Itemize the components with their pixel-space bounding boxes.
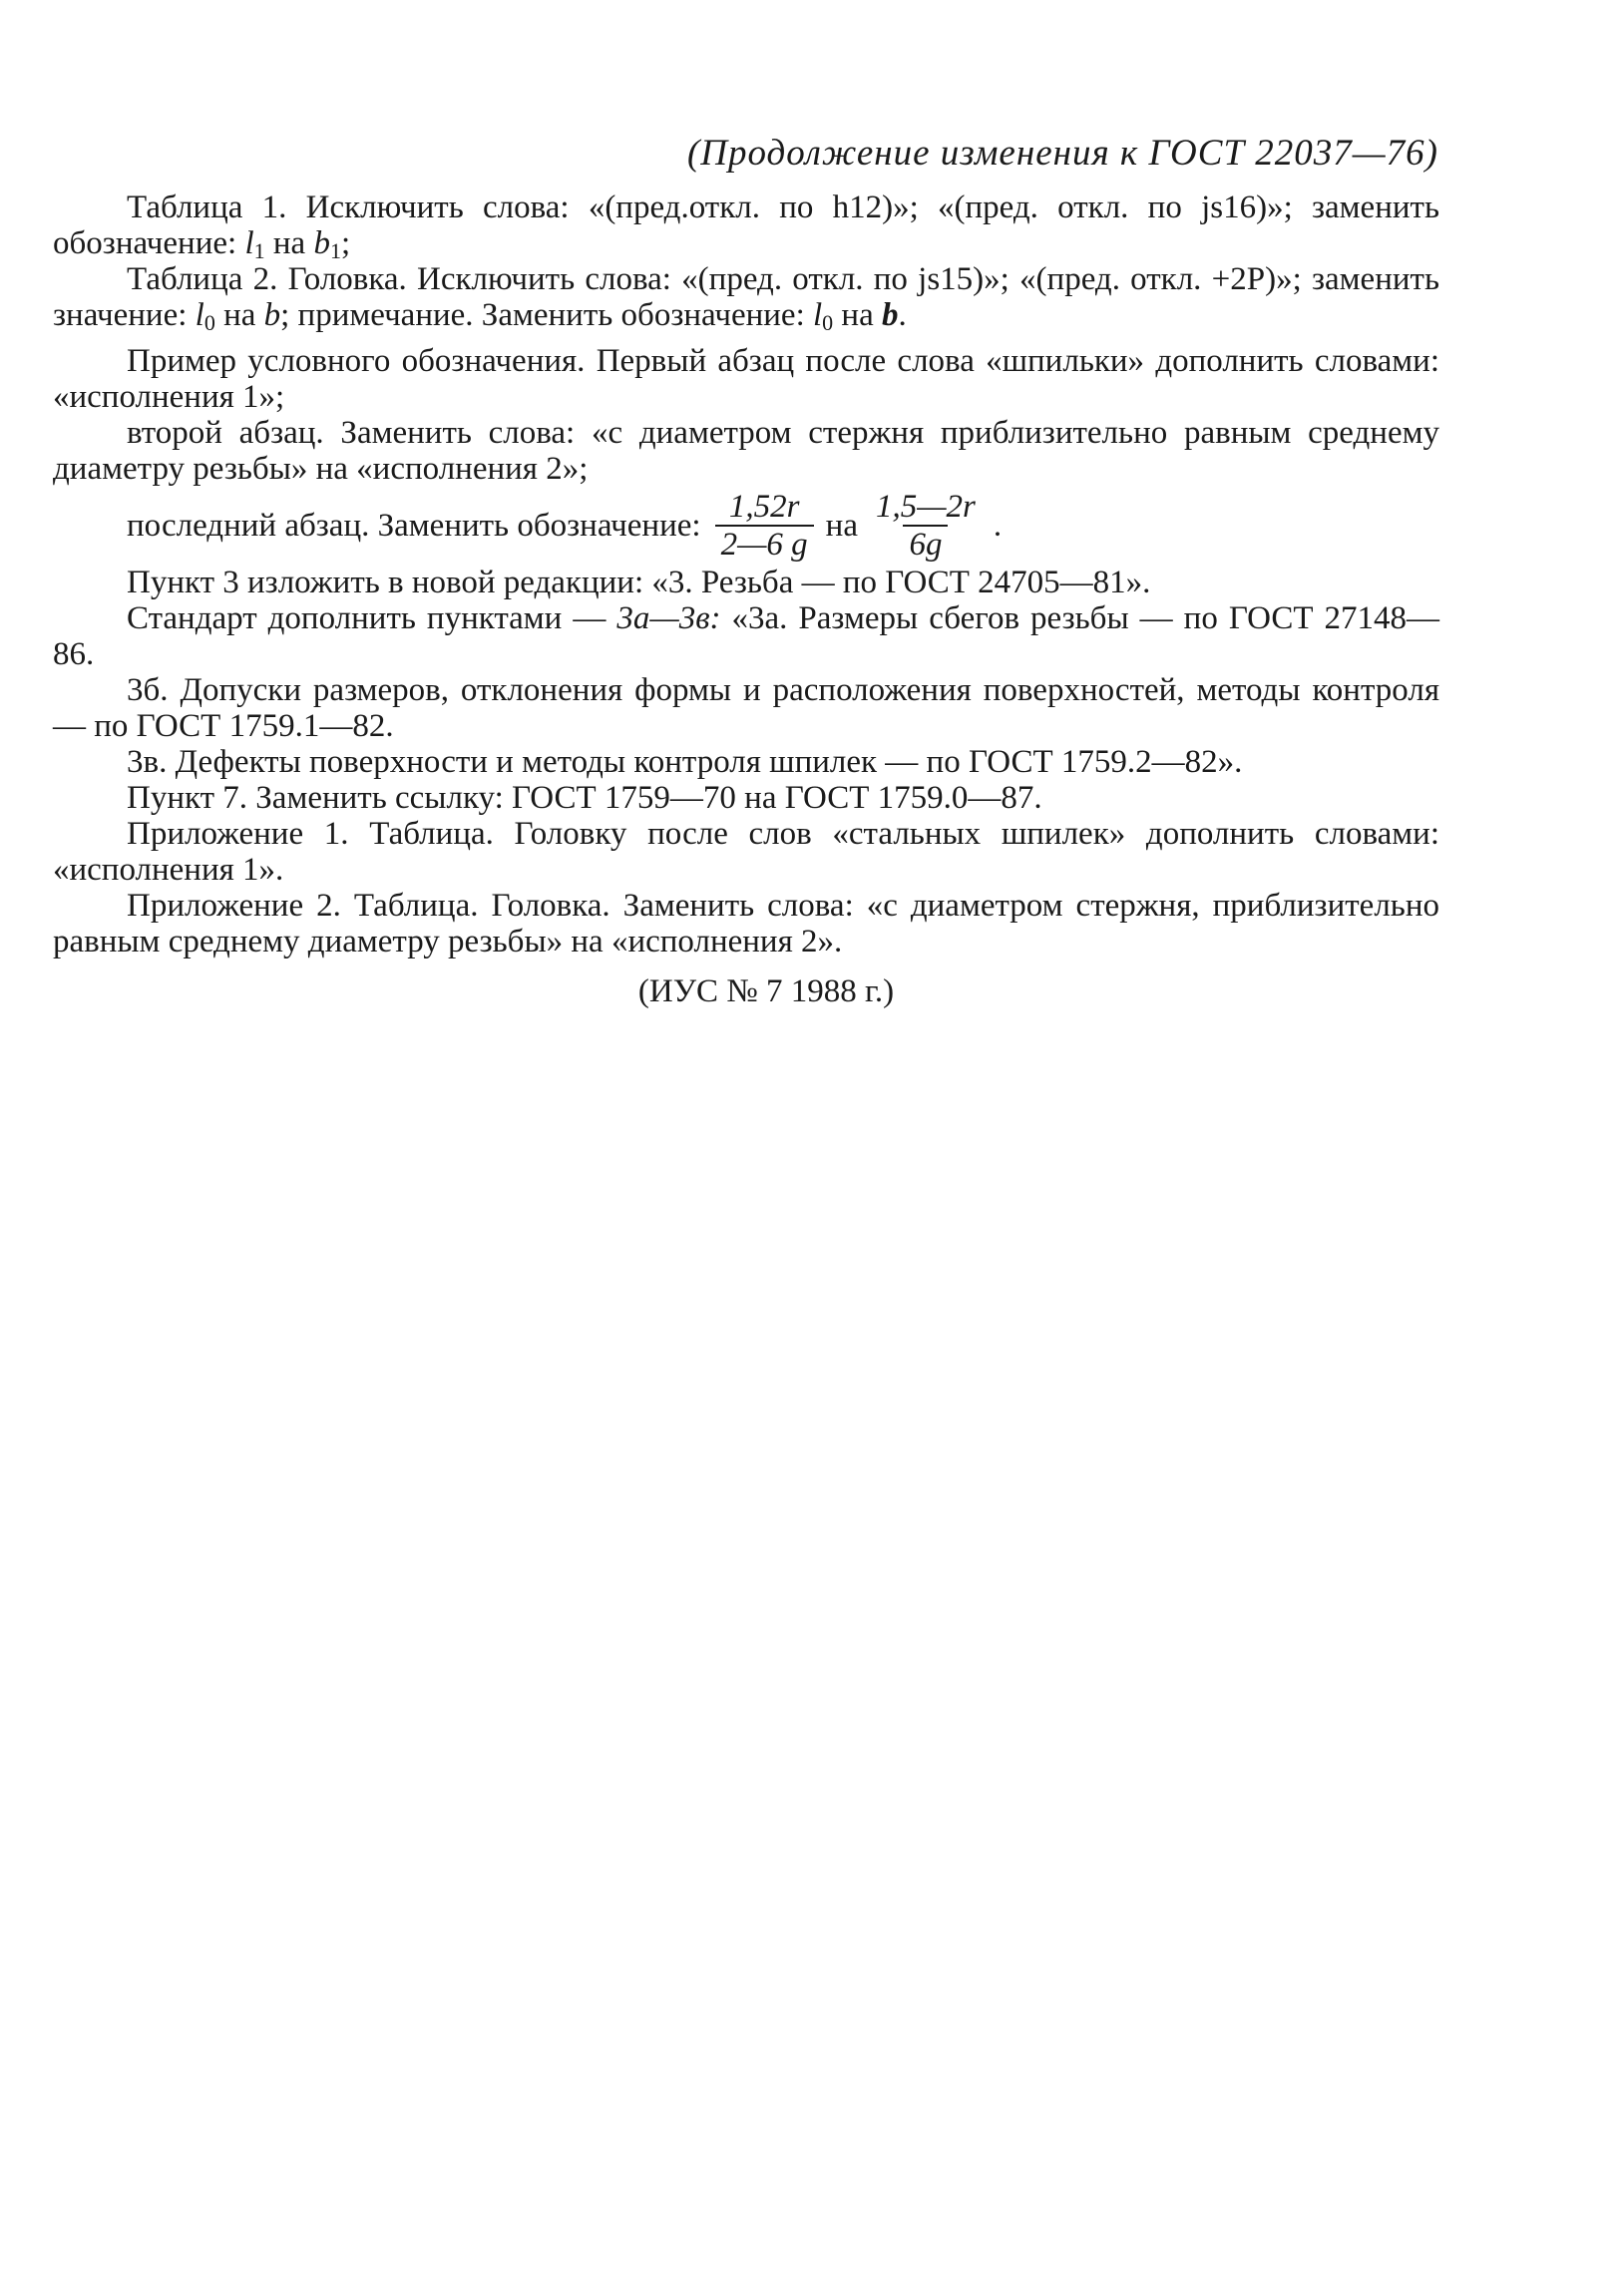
connector-text: на — [214, 297, 264, 333]
table2-note-text: ; примечание. Заменить обозначение: — [280, 297, 813, 333]
symbol-l: l — [195, 297, 204, 333]
formula-connector: на — [825, 508, 858, 544]
formula-line — [53, 487, 1439, 565]
symbol-b: b — [881, 297, 899, 333]
connector-text: на — [833, 297, 882, 333]
paragraph-3v: 3в. Дефекты поверхности и методы контроля шпилек — по ГОСТ 1759.2—82». — [127, 744, 1243, 780]
connector-text: на — [264, 225, 314, 261]
symbol-b: b — [263, 297, 281, 333]
supplement-3a-text: «3а. Размеры сбегов резьбы — по ГОСТ 27148—86. — [53, 600, 1439, 672]
paragraph-3b: 3б. Допуски размеров, отклонения формы и расположения поверхностей, методы контроля — по ГОСТ 1759.1—82. — [53, 672, 1439, 744]
paragraph-second-abzac: второй абзац. Заменить слова: «с диаметром стержня приблизительно равным среднему диаметру резьбы» на «исполнения 2»; — [53, 415, 1439, 487]
end-punct: . — [898, 297, 907, 333]
symbol-l: l — [813, 297, 823, 333]
fraction-new — [870, 489, 982, 563]
paragraph-item-3: Пункт 3 изложить в новой редакции: «3. Резьба — по ГОСТ 24705—81». — [127, 565, 1151, 600]
paragraph-appendix-2: Приложение 2. Таблица. Головка. Заменить слова: «с диаметром стержня, приблизительно равным среднему диаметру резьбы» на «исполнения 2». — [53, 888, 1439, 959]
end-punct: ; — [340, 225, 351, 261]
fraction-old-denominator: 2—6 g — [715, 525, 814, 563]
paragraph-table-2 — [53, 261, 1439, 333]
supplement-text: Стандарт дополнить пунктами — — [127, 600, 617, 636]
paragraph-supplement — [53, 600, 1439, 672]
table2-text: Таблица 2. Головка. Исключить слова: «(пред. откл. по js15)»; «(пред. откл. +2P)»; заменить значение: — [53, 261, 1439, 333]
subscript-1: 1 — [253, 238, 265, 263]
page-header: (Продолжение изменения к ГОСТ 22037—76) — [686, 133, 1438, 174]
subscript-0: 0 — [203, 310, 215, 335]
fraction-old-numerator: 1,52r — [728, 489, 800, 525]
fraction-old — [715, 489, 814, 563]
fraction-new-denominator: 6g — [903, 525, 948, 563]
paragraph-item-7: Пункт 7. Заменить ссылку: ГОСТ 1759—70 на ГОСТ 1759.0—87. — [127, 780, 1042, 816]
formula-end: . — [993, 508, 1003, 544]
symbol-l: l — [244, 225, 254, 261]
symbol-b: b — [313, 225, 330, 261]
paragraph-table-1 — [53, 190, 1439, 261]
paragraph-designation-example: Пример условного обозначения. Первый абзац после слова «шпильки» дополнить словами: «исполнения 1»; — [53, 343, 1439, 415]
supplement-items: 3а—3в: — [616, 600, 721, 636]
formula-lead-text: последний абзац. Заменить обозначение: — [127, 508, 701, 544]
table1-text: Таблица 1. Исключить слова: «(пред.откл. по h12)»; «(пред. откл. по js16)»; заменить обозначение: — [53, 190, 1439, 261]
paragraph-appendix-1: Приложение 1. Таблица. Головку после слов «стальных шпилек» дополнить словами: «исполнения 1». — [53, 816, 1439, 888]
fraction-new-numerator: 1,5—2r — [875, 489, 976, 525]
amendment-body — [53, 190, 1439, 1042]
ius-reference: (ИУС № 7 1988 г.) — [637, 973, 895, 1009]
subscript-1b: 1 — [329, 238, 341, 263]
subscript-0: 0 — [822, 310, 834, 335]
